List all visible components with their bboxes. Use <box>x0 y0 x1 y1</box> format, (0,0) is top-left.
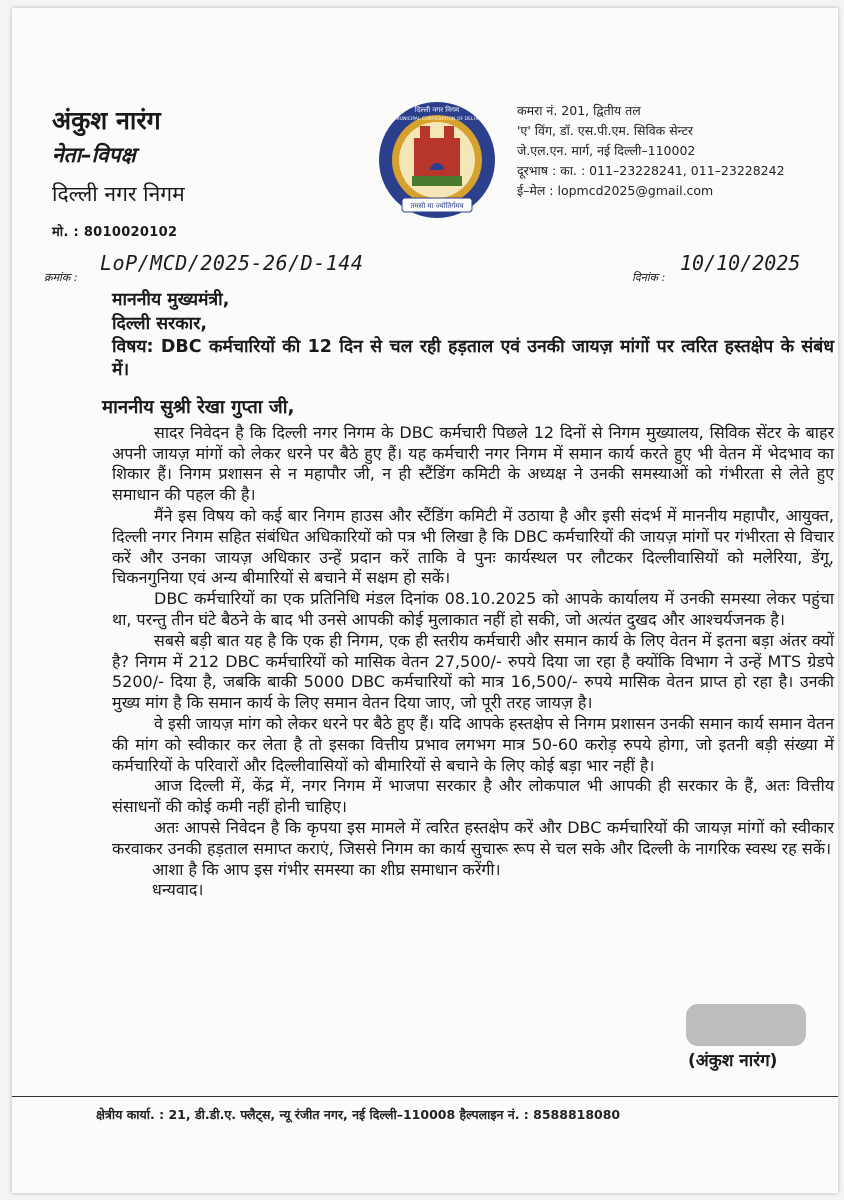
emblem-base <box>412 176 462 186</box>
footer-divider <box>12 1096 838 1097</box>
addressee-line: दिल्ली सरकार, <box>112 314 207 334</box>
address-phone: दूरभाष : का. : 011–23228241, 011–23228242 <box>517 163 785 178</box>
ref-number-handwritten: LoP/MCD/2025-26/D-144 <box>100 251 364 275</box>
address-email: ई–मेल : lopmcd2025@gmail.com <box>517 183 714 198</box>
sender-role: नेता–विपक्ष <box>52 143 136 167</box>
emblem-minaret-left <box>420 126 430 144</box>
sender-organization: दिल्ली नगर निगम <box>52 182 185 206</box>
redacted-signature <box>686 1004 806 1046</box>
sender-name: अंकुश नारंग <box>52 106 161 135</box>
subject-line: विषय: DBC कर्मचारियों की 12 दिन से चल रही हड़ताल एवं उनकी जायज़ मांगों पर त्वरित हस्तक्षेप के संबंध में। <box>112 337 834 380</box>
body-paragraph: आज दिल्ली में, केंद्र में, नगर निगम में भाजपा सरकार है और लोकपाल भी आपकी ही सरकार के हैं, अतः वित्तीय संसाधनों की कोई कमी नहीं होनी चाहिए। <box>112 776 834 817</box>
body-paragraph: सादर निवेदन है कि दिल्ली नगर निगम के DBC कर्मचारी पिछले 12 दिनों से निगम मुख्यालय, सिविक सेंटर के बाहर अपनी जायज़ मांगों को लेकर धरने पर बैठे हुए हैं। यह कर्मचारी नगर निगम में समान कार्य करते हुए भी वेतन में भेदभाव का शिकार हैं। निगम प्रशासन से न महापौर जी, न ही स्टैंडिंग कमिटी के अध्यक्ष ने उनकी समस्याओं को गंभीरता से लेते हुए समाधान की पहल की है। <box>112 422 834 505</box>
address-line: जे.एल.एन. मार्ग, नई दिल्ली–110002 <box>517 143 696 158</box>
body-paragraph: मैंने इस विषय को कई बार निगम हाउस और स्टैंडिंग कमिटी में उठाया है और इसी संदर्भ में माननीय महापौर, आयुक्त, दिल्ली नगर निगम सहित संबंधित अधिकारियों को पत्र भी लिखा है कि DBC कर्मचारियों की जायज़ मांगों पर गंभीरता से विचार करें और उनका जायज़ अधिकार उन्हें प्रदान करें ताकि वे पुनः कार्यस्थल पर लौटकर दिल्लीवासियों को मलेरिया, डेंगू, चिकनगुनिया एवं अन्य बीमारियों से बचाने में सक्षम हो सकें। <box>112 505 834 588</box>
emblem-motto: तमसो मा ज्योतिर्गमय <box>410 202 464 210</box>
date-handwritten: 10/10/2025 <box>680 251 801 275</box>
salutation: माननीय सुश्री रेखा गुप्ता जी, <box>102 397 295 418</box>
closing-line: आशा है कि आप इस गंभीर समस्या का शीघ्र समाधान करेंगी। <box>152 859 501 879</box>
body-paragraph: DBC कर्मचारियों का एक प्रतिनिधि मंडल दिनांक 08.10.2025 को आपके कार्यालय में उनकी समस्या लेकर पहुंचा था, परन्तु तीन घंटे बैठने के बाद भी उनसे आपकी कोई मुलाकात नहीं हो सकी, जो अत्यंत दुखद और आश्चर्यजनक है। <box>112 589 834 629</box>
footer-address: क्षेत्रीय कार्या. : 21, डी.डी.ए. फ्लैट्स, न्यू रंजीत नगर, नई दिल्ली–110008 हैल्पलाइन नं. : 8588818080 <box>96 1107 621 1122</box>
body-paragraph: सबसे बड़ी बात यह है कि एक ही निगम, एक ही स्तरीय कर्मचारी और समान कार्य के लिए वेतन में इतना बड़ा अंतर क्यों है? निगम में 212 DBC कर्मचारियों को मासिक वेतन 27,500/- रुपये दिया जा रहा है क्योंकि विभाग ने उन्हें MTS ग्रेडपे 5200/- दिया है, जबकि बाकी 5000 DBC कर्मचारियों को मात्र 16,500/- रुपये मासिक वेतन प्राप्त हो रहा है। उनकी मुख्य मांग है कि समान कार्य के लिए समान वेतन दिया जाए, जो पूरी तरह जायज़ है। <box>112 630 834 713</box>
ref-label: क्रमांक : <box>44 271 78 284</box>
address-line: 'ए' विंग, डॉ. एस.पी.एम. सिविक सेन्टर <box>517 123 694 138</box>
addressee-line: माननीय मुख्यमंत्री, <box>112 290 230 310</box>
mcd-emblem-logo <box>372 98 502 222</box>
emblem-ring-text: MUNICIPAL CORPORATION OF DELHI <box>395 117 479 122</box>
sender-mobile: मो. : 8010020102 <box>52 225 178 240</box>
closing-block <box>112 860 834 902</box>
thanks-line: धन्यवाद। <box>152 880 204 900</box>
letter-body <box>102 288 834 901</box>
emblem-top-text: दिल्ली नगर निगम <box>414 106 460 114</box>
address-line: कमरा नं. 201, द्वितीय तल <box>517 103 641 118</box>
signatory-name: (अंकुश नारंग) <box>688 1051 778 1071</box>
body-paragraph: वे इसी जायज़ मांग को लेकर धरने पर बैठे हुए हैं। यदि आपके हस्तक्षेप से निगम प्रशासन उनकी समान कार्य समान वेतन की मांग को स्वीकार कर लेता है तो इसका वित्तीय प्रभाव लगभग मात्र 50-60 करोड़ रुपये होगा, जो इतनी बड़ी संख्या में कर्मचारियों के परिवारों और दिल्लीवासियों को बीमारियों से बचाने के लिए कोई बड़ा भार नहीं है। <box>112 713 834 775</box>
body-paragraph: अतः आपसे निवेदन है कि कृपया इस मामले में त्वरित हस्तक्षेप करें और DBC कर्मचारियों की जायज़ मांगों को स्वीकार करवाकर उनकी हड़ताल समाप्त कराएं, जिससे निगम का कार्य सुचारू रूप से चल सके और दिल्ली के नागरिक स्वस्थ रह सकें। <box>112 817 834 858</box>
emblem-minaret-right <box>444 126 454 144</box>
office-address <box>517 101 785 201</box>
letter-page <box>12 8 838 1193</box>
date-label: दिनांक : <box>632 271 666 284</box>
